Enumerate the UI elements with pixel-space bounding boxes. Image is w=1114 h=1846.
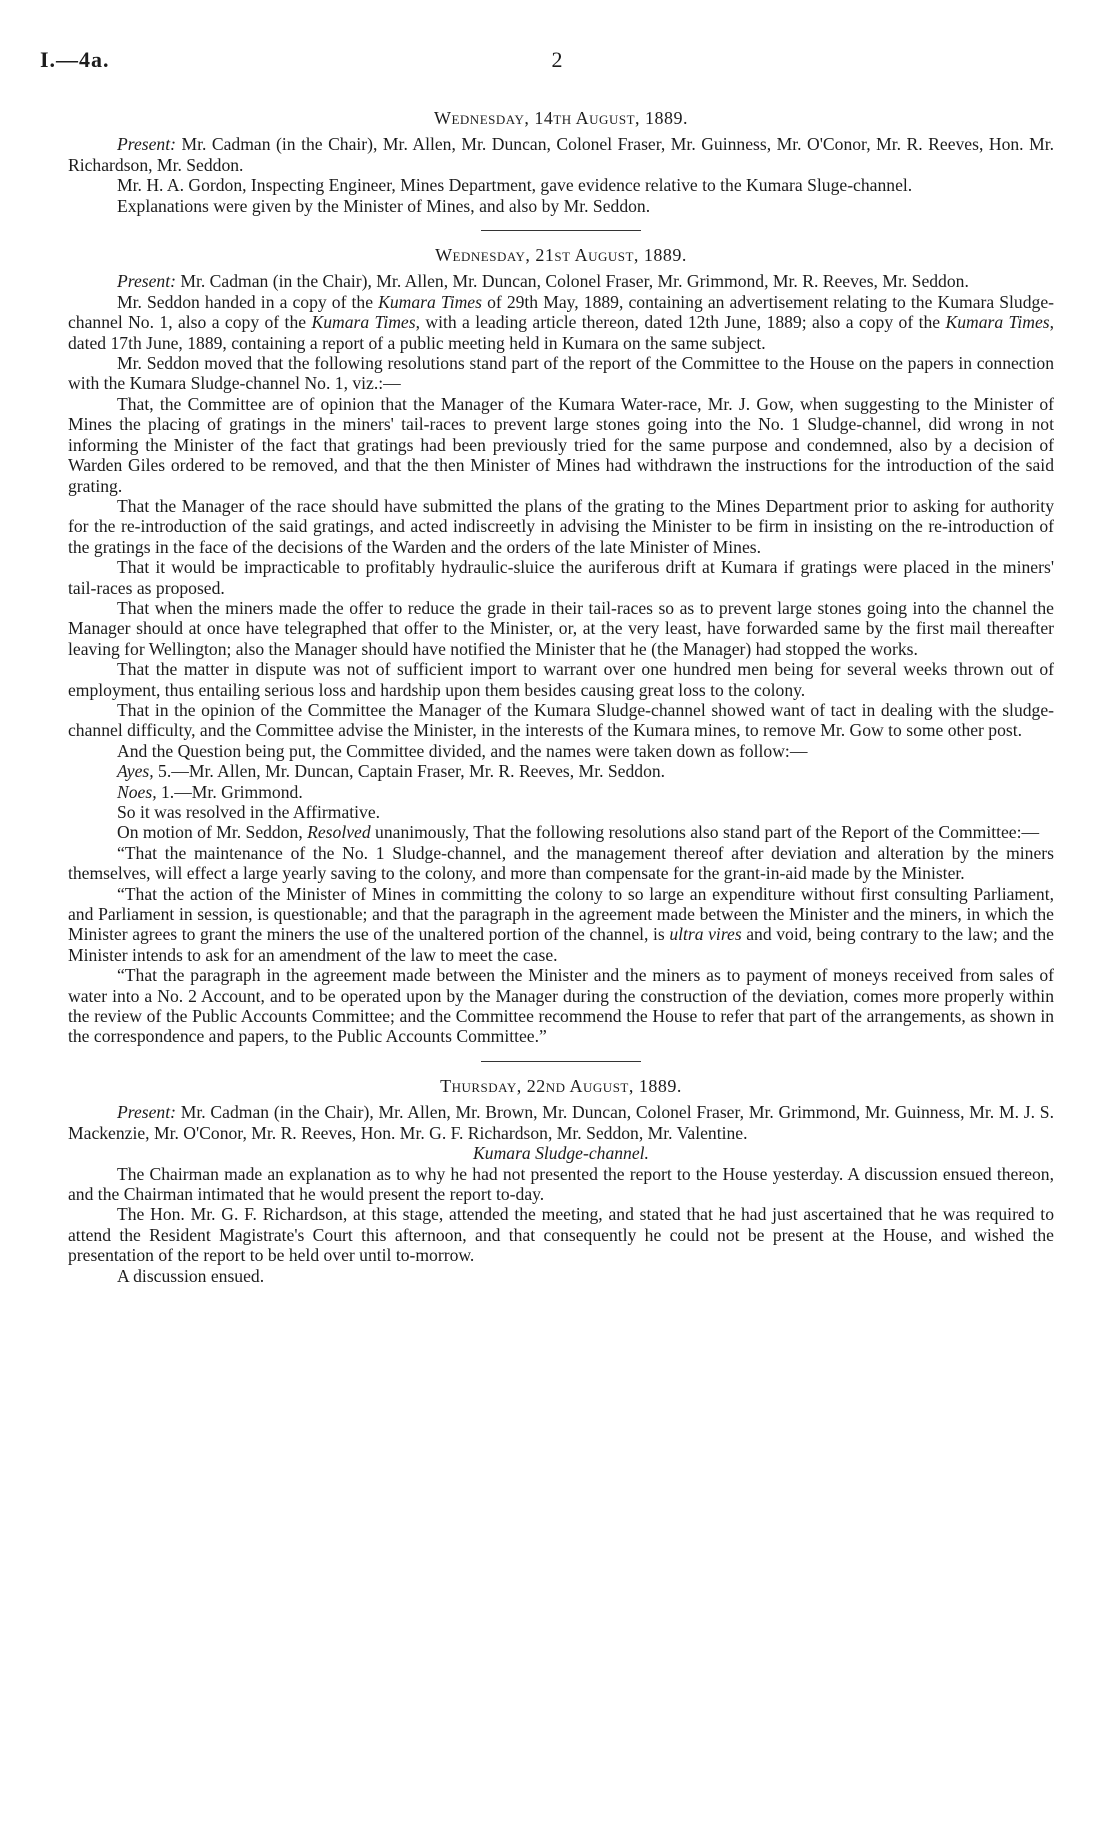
paragraph: Mr. Seddon moved that the following resolutions stand part of the report of the Committee to the House on the papers in connection with the Kumara Sludge-channel No. 1, viz.:—: [68, 353, 1054, 394]
ayes-label: Ayes,: [117, 761, 154, 782]
text-run: , with a leading article thereon, dated 12th June, 1889; also a copy of the: [415, 312, 946, 333]
page-number: 2: [551, 47, 563, 72]
page-header: [40, 47, 1074, 74]
paragraph: And the Question being put, the Committee divided, and the names were taken down as follow:—: [117, 740, 808, 761]
text-run: , dated 17th June, 1889, containing a report of a public meeting held in Kumara on the same subject.: [68, 312, 1055, 353]
quoted-resolution: [68, 884, 1054, 966]
paragraph: Mr. H. A. Gordon, Inspecting Engineer, Mines Department, gave evidence relative to the Kumara Sluge-channel.: [117, 175, 913, 196]
text-run: “That the action of the Minister of Mines in committing the colony to so large an expenditure without first consulting Parliament, and Parliament in session, is questionable; and that the paragraph in the agreement made between the Minister and the miners, in which the Minister agrees to grant the miners the use of the unaltered portion of the channel, is: [68, 883, 1054, 945]
subject-heading-text: Kumara Sludge-channel.: [473, 1143, 649, 1164]
ayes-members: 5.—Mr. Allen, Mr. Duncan, Captain Fraser, Mr. R. Reeves, Mr. Seddon.: [153, 761, 666, 782]
latin-term: ultra vires: [669, 924, 742, 945]
quoted-resolution: “That the paragraph in the agreement made between the Minister and the miners as to payment of moneys received from sales of water into a No. 2 Account, and to be operated upon by the Manager during the construction of the deviation, comes more properly within the review of the Public Accounts Committee; and the Committee recommend the House to refer that part of the arrangements, as shown in the correspondence and papers, to the Public Accounts Committee.”: [68, 965, 1054, 1047]
newspaper-title: Kumara Times: [378, 291, 482, 312]
present-label: Present:: [117, 134, 176, 155]
attendance-list: [68, 1102, 1054, 1143]
section-divider: [481, 230, 641, 231]
text-run: Mr. Seddon handed in a copy of the: [117, 291, 379, 312]
paragraph: Explanations were given by the Minister of Mines, and also by Mr. Seddon.: [117, 195, 651, 216]
attendance-list: [68, 134, 1054, 175]
resolved-term: Resolved: [307, 822, 371, 843]
present-members: Mr. Cadman (in the Chair), Mr. Allen, Mr. Brown, Mr. Duncan, Colonel Fraser, Mr. Grimmond, Mr. Guinness, Mr. M. J. S. Mackenzie, Mr. O'Conor, Mr. R. Reeves, Hon. Mr. G. F. Richardson, Mr. Seddon, Mr. Valentine.: [68, 1102, 1054, 1143]
newspaper-title: Kumara Times: [945, 312, 1050, 333]
present-label: Present:: [117, 271, 176, 292]
paragraph: The Hon. Mr. G. F. Richardson, at this stage, attended the meeting, and stated that he had just ascertained that he was required to attend the Resident Magistrate's Court this afternoon, and that consequently he could not be present at the House, and wished the presentation of the report to be held over until to-morrow.: [68, 1204, 1054, 1266]
resolution-paragraph: That in the opinion of the Committee the Manager of the Kumara Sludge-channel showed want of tact in dealing with the sludge-channel difficulty, and the Committee advise the Minister, in the interests of the Kumara mines, to remove Mr. Gow to some other post.: [68, 699, 1054, 741]
text-run: and void, being contrary to the law; and the Minister intends to ask for an amendment of the law to meet the case.: [68, 924, 1054, 965]
resolution-paragraph: That when the miners made the offer to reduce the grade in their tail-races so as to prevent large stones going into the channel the Manager should at once have telegraphed that offer to the Minister, or, at the very least, have forwarded same by the first mail thereafter leaving for Wellington; also the Manager should have notified the Minister that he (the Manager) had stopped the works.: [68, 597, 1054, 659]
paragraph: A discussion ensued.: [117, 1265, 265, 1286]
vote-ayes: [68, 761, 1054, 781]
paragraph: [68, 292, 1054, 353]
text-run: of 29th May, 1889, containing an advertisement relating to the Kumara Sludge-channel No. 1, also a copy of the: [68, 291, 1054, 333]
motion-paragraph: [68, 822, 1054, 842]
present-label: Present:: [117, 1102, 176, 1123]
resolution-paragraph: That the Manager of the race should have submitted the plans of the grating to the Mines Department prior to asking for authority for the re-introduction of the said gratings, and acted indiscreetly in advising the Minister to be firm in insisting on the re-introduction of the gratings in the face of the decisions of the Warden and the orders of the late Minister of Mines.: [68, 495, 1054, 557]
section-heading: Wednesday, 14th August, 1889.: [433, 108, 689, 128]
resolution-paragraph: That the matter in dispute was not of sufficient import to warrant over one hundred men being for several weeks thrown out of employment, thus entailing serious loss and hardship upon them besides causing great loss to the colony.: [68, 659, 1054, 700]
present-members: Mr. Cadman (in the Chair), Mr. Allen, Mr. Duncan, Colonel Fraser, Mr. Guinness, Mr. O'Conor, Mr. R. Reeves, Hon. Mr. Richardson, Mr. Seddon.: [68, 134, 1054, 175]
document-body: [68, 108, 1054, 1286]
section-divider: [481, 1061, 641, 1062]
section-heading: Wednesday, 21st August, 1889.: [435, 245, 687, 266]
resolution-paragraph: That, the Committee are of opinion that the Manager of the Kumara Water-race, Mr. J. Gow, when suggesting to the Minister of Mines the placing of gratings in the miners' tail-races to prevent large stones going into the No. 1 Sludge-channel, did wrong in not informing the Minister of the fact that gratings had been previously tried for the same purpose and condemned, also by a decision of Warden Giles ordered to be removed, and that the then Minister of Mines had withdrawn the instructions for the introduction of the said grating.: [68, 393, 1054, 496]
noes-members: 1.—Mr. Grimmond.: [156, 781, 303, 802]
noes-label: Noes,: [117, 781, 157, 802]
subject-heading: [68, 1143, 1054, 1163]
quoted-resolution: “That the maintenance of the No. 1 Sludge-channel, and the management thereof after deviation and alteration by the miners themselves, will effect a large yearly saving to the colony, and more than compensate for the grant-in-aid made by the Minister.: [68, 842, 1054, 884]
newspaper-title: Kumara Times: [311, 312, 416, 333]
section-heading: Thursday, 22nd August, 1889.: [440, 1075, 682, 1096]
vote-noes: [68, 782, 1054, 802]
paper-reference: I.—4a.: [40, 47, 110, 72]
present-members: Mr. Cadman (in the Chair), Mr. Allen, Mr. Duncan, Colonel Fraser, Mr. Grimmond, Mr. R. Reeves, Mr. Seddon.: [175, 271, 969, 292]
paragraph: The Chairman made an explanation as to why he had not presented the report to the House yesterday. A discussion ensued thereon, and the Chairman intimated that he would present the report to-day.: [68, 1163, 1054, 1204]
text-run: On motion of Mr. Seddon,: [117, 822, 308, 843]
vote-result: So it was resolved in the Affirmative.: [117, 802, 381, 822]
text-run: unanimously, That the following resolutions also stand part of the Report of the Committee:—: [370, 822, 1040, 843]
resolution-paragraph: That it would be impracticable to profitably hydraulic-sluice the auriferous drift at Kumara if gratings were placed in the miners' tail-races as proposed.: [68, 557, 1054, 598]
attendance-list: [68, 271, 1054, 291]
